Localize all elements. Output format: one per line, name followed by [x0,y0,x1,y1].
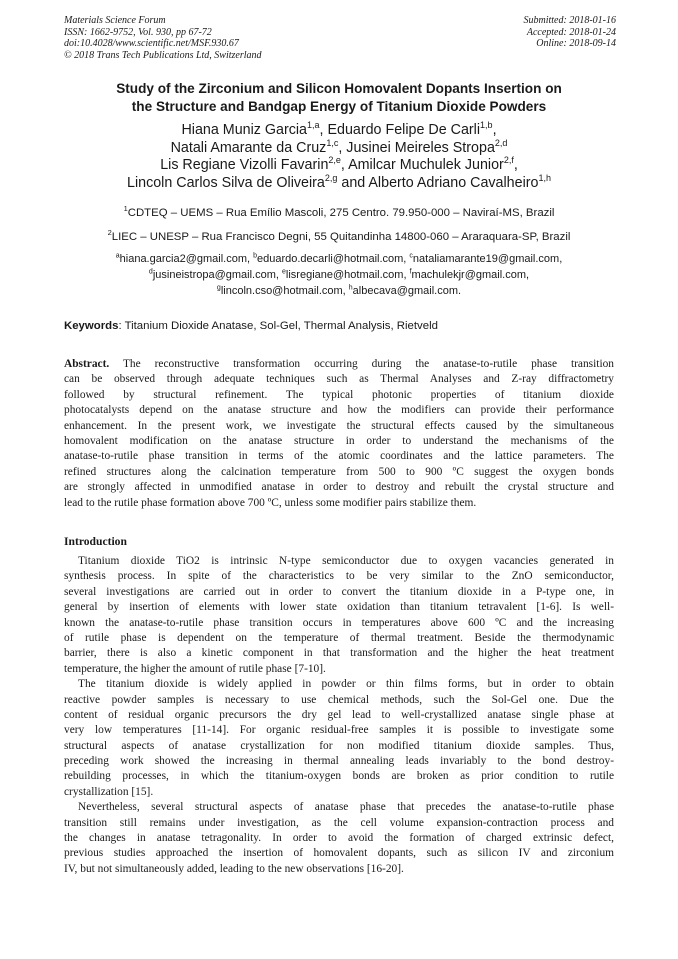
author-name: Hiana Muniz Garcia [181,122,307,138]
author-name: , Jusinei Meireles Stropa [338,139,495,156]
author-sup: 1,a [307,120,320,131]
intro-line: The titanium dioxide is widely applied in powder or thin films forms, but in order to obtain [78,678,614,691]
intro-line: previous studies approached the insertion of homovalent dopants, such as silicon IV and zirconium [64,847,614,860]
abstract-line: refined structures along the calcination temperature from 500 to 900 ºC suggest the oxygen bonds [64,465,614,478]
author-sup: 1,b [480,120,493,131]
abstract-line: can be observed through adequate techniques such as Thermal Analyses and Z-ray diffractometry [64,373,614,386]
intro-line: preceding work showed the increasing in thermal annealing leads invariably to the bond destroy- [64,755,614,768]
intro-line: Nevertheless, several structural aspects of anatase phase that precedes the anatase-to-rutile phase [78,801,614,814]
accepted-date: Accepted: 2018-01-24 [526,26,616,38]
intro-line: content of residual organic precursors the dry gel lead to well-crystallized anatase single phase at [64,708,614,721]
author-name: and Alberto Adriano Cavalheiro [337,174,539,191]
abstract-line: lead to the rutile phase formation above 700 ºC, unless some modifier pairs stabilize them. [64,496,477,509]
abstract [64,357,614,511]
intro-line: general by insertion of elements with lower state oxidation than titanium tetravalent [1-6]. Is well- [64,601,614,614]
author-name: Lincoln Carlos Silva de Oliveira [127,174,325,191]
intro-line: structural aspects of anatase crystallization for non modified titanium dioxide samples. Thus, [64,739,614,752]
intro-line: known the anatase-to-rutile phase transition occurs in temperatures above 600 ºC and the increasing [64,616,614,629]
affiliation-sup: 1 [123,204,128,214]
paper-title [60,80,618,116]
abstract-line: are strongly affected in unmodified anatase in order to destroy and rebuilt the crystal structure and [64,481,614,494]
intro-line: several investigations are carried out in order to convert the titanium dioxide in a P-type one, in [64,585,614,598]
keywords-label: Keywords [64,320,119,332]
intro-line: the changes in anatase tetragonality. In order to avoid the formation of charged extrinsic defect, [64,832,614,845]
email-link[interactable]: lincoln.cso@hotmail.com, [220,285,349,298]
abstract-line: followed by structural refinement. The typical photonic properties of titanium dioxide [64,388,614,401]
email-link[interactable]: hiana.garcia2@gmail.com, [119,253,254,265]
abstract-line: Abstract. The reconstructive transformation occurring during the anatase-to-rutile phase transition [64,358,614,370]
author-name: , Amilcar Muchulek Junior [340,157,504,174]
author-line [60,122,618,140]
intro-line: IV, but not simultaneously added, leading to the new observations [16-20]. [64,862,404,875]
submitted-date: Submitted: 2018-01-16 [523,15,616,26]
intro-line: crystallization [15]. [64,785,154,798]
author-line [60,175,618,193]
author-list [60,122,618,192]
title-line: the Structure and Bandgap Energy of Titanium Dioxide Powders [131,99,547,114]
author-line [60,157,618,175]
author-sup: 2,d [494,137,508,148]
submission-dates [524,15,617,50]
keywords-text: : Titanium Dioxide Anatase, Sol-Gel, Thermal Analysis, Rietveld [118,320,438,332]
intro-line: temperature, the higher the amount of rutile phase [7-10]. [64,662,326,675]
email-link[interactable]: eduardo.decarli@hotmail.com, [257,253,410,265]
author-sup: 2,e [328,155,341,166]
intro-line: of rutile phase is dependent on the temperature of thermal treatment. Beside the thermodynamic [64,631,614,644]
intro-line: barrier, there is also a kinetic component in that transformation and the higher the heat treatment [64,647,614,660]
affiliation-sup: 2 [107,228,112,238]
introduction-body [64,554,614,877]
journal-copyright: © 2018 Trans Tech Publications Ltd, Switzerland [64,49,262,61]
author-sup: 1,c [326,137,339,148]
author-name: Natali Amarante da Cruz [170,139,327,156]
author-sup: 1,h [538,173,551,184]
abstract-line: photocatalysts depend on the anatase structure and how the modifiers can provide their performance [64,404,614,417]
author-name: Lis Regiane Vizolli Favarin [160,157,329,174]
email-link[interactable]: nataliamarante19@gmail.com, [412,253,563,265]
email-line: $^g$lincoln.cso@hotmail.com, $^h$albecava@gmail.com. [216,284,462,298]
section-heading-introduction: Introduction [64,535,127,548]
affiliation [60,206,618,220]
author-sup: 2,g [324,173,338,184]
journal-info [64,15,262,61]
abstract-line: homovalent modification on the anatase structure in order to understand the mechanisms of the [64,434,614,447]
abstract-line: anatase-to-rutile phase transition in terms of the atomic coordinates and the lattice parameters. The [64,450,614,463]
email-link[interactable]: jusineistropa@gmail.com, [152,269,282,282]
online-date: Online: 2018-09-14 [536,38,616,49]
author-name: , Eduardo Felipe De Carli [319,122,481,138]
intro-line: Titanium dioxide TiO2 is intrinsic N-type semiconductor due to oxygen vacancies generated in [78,555,614,567]
intro-line: reactive powder samples is necessary to use chemical methods, such the Sol-Gel one. Due the [64,693,614,706]
intro-line: synthesis process. In spite of the characteristics to be very similar to the ZnO semiconductor, [64,570,614,583]
intro-line: rebuilding processes, in which the titanium-oxygen bonds are broken as prior condition to rutile [64,770,614,783]
journal-issn: ISSN: 1662-9752, Vol. 930, pp 67-72 [64,26,212,38]
abstract-line: enhancement. In the present work, we investigate the structural effects caused by the simultaneous [64,419,614,432]
email-link[interactable]: machulekjr@gmail.com, [411,269,530,282]
journal-doi: doi:10.4028/www.scientific.net/MSF.930.67 [64,38,239,49]
journal-name: Materials Science Forum [64,15,166,26]
email-line: $^a$hiana.garcia2@gmail.com, $^b$eduardo.decarli@hotmail.com, $^c$nataliamarante19@gmail.com, [115,252,563,265]
author-sup: 2,f [503,155,514,166]
email-link[interactable]: albecava@gmail.com. [352,285,462,298]
email-line: $^d$jusineistropa@gmail.com, $^e$lisregiane@hotmail.com, $^f$machulekjr@gmail.com, [148,268,530,282]
email-list [60,251,618,300]
abstract-label: Abstract. [64,358,110,370]
intro-line: very low temperatures [11-14]. For organic residual-free samples it is possible to investigate some [64,724,614,737]
keywords [64,320,438,332]
title-line: Study of the Zirconium and Silicon Homovalent Dopants Insertion on [116,81,562,96]
author-separator: , [513,157,518,174]
intro-line: transition still remains under investigation, as the cell volume expansion-contraction process and [64,816,614,829]
affiliation [60,230,618,244]
email-link[interactable]: lisregiane@hotmail.com, [285,269,410,282]
affiliation-text: LIEC – UNESP – Rua Francisco Degni, 55 Quitandinha 14800-060 – Araraquara-SP, Brazil [111,231,571,243]
author-separator: , [492,122,497,138]
affiliation-text: CDTEQ – UEMS – Rua Emílio Mascoli, 275 Centro. 79.950-000 – Naviraí-MS, Brazil [127,207,555,219]
